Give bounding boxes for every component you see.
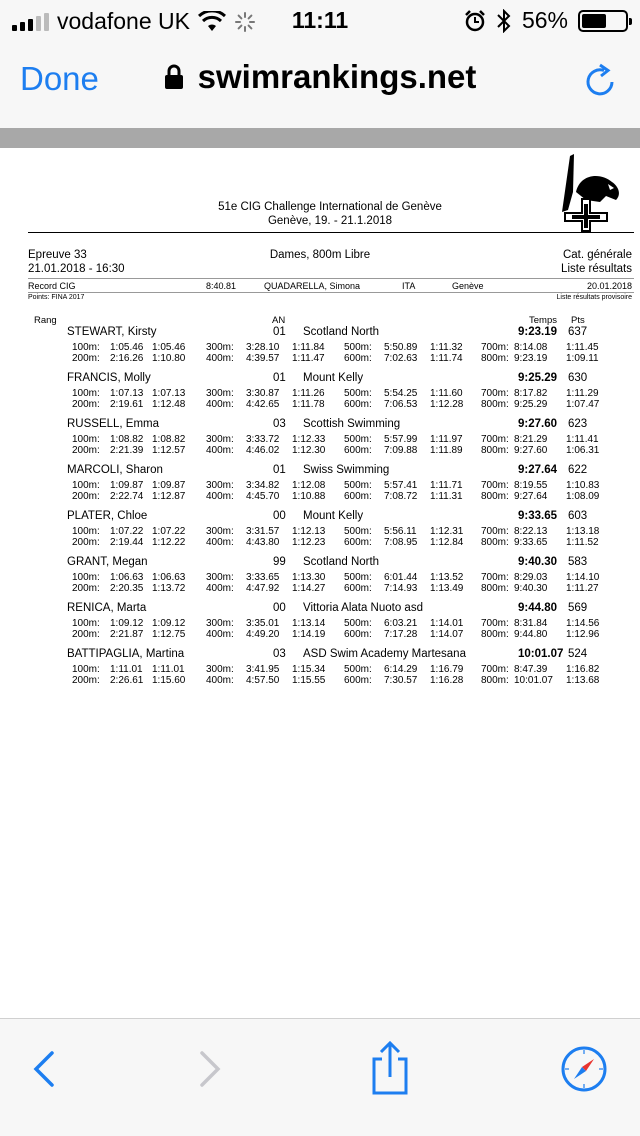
- split-distance: 200m:: [72, 583, 100, 594]
- split-lap-time: 1:11.41: [566, 434, 599, 445]
- split-cumulative-time: 8:47.39: [514, 664, 548, 675]
- split-lap-time: 1:15.34: [292, 664, 326, 675]
- birth-year: 01: [273, 326, 286, 338]
- split-lap-time: 1:11.52: [566, 537, 599, 548]
- final-time: 9:33.65: [518, 510, 558, 522]
- split-cumulative-time: 6:14.29: [384, 664, 418, 675]
- split-distance: 400m:: [206, 445, 234, 456]
- url-bar[interactable]: [0, 58, 640, 96]
- split-cumulative-time: 1:11.01: [110, 664, 143, 675]
- split-lap-time: 1:11.71: [430, 480, 463, 491]
- split-distance: 800m:: [481, 491, 509, 502]
- browser-nav-bar: [0, 40, 640, 128]
- split-cumulative-time: 4:43.80: [246, 537, 280, 548]
- split-lap-time: 1:16.28: [430, 675, 464, 686]
- split-distance: 800m:: [481, 399, 509, 410]
- split-lap-time: 1:12.57: [152, 445, 186, 456]
- result-row: [0, 418, 640, 464]
- split-cumulative-time: 7:06.53: [384, 399, 418, 410]
- split-distance: 100m:: [72, 664, 100, 675]
- event-title: 51e CIG Challenge International de Genève: [218, 201, 442, 213]
- split-cumulative-time: 9:23.19: [514, 353, 548, 364]
- split-lap-time: 1:09.12: [152, 618, 186, 629]
- results-document: [0, 148, 640, 1018]
- split-distance: 700m:: [481, 480, 509, 491]
- fina-points: 622: [568, 464, 588, 476]
- final-time: 9:44.80: [518, 602, 558, 614]
- club-name: ASD Swim Academy Martesana: [303, 648, 466, 660]
- split-distance: 300m:: [206, 434, 234, 445]
- cig-logo: [556, 152, 632, 232]
- split-lap-time: 1:12.84: [430, 537, 464, 548]
- split-cumulative-time: 8:19.55: [514, 480, 548, 491]
- split-cumulative-time: 2:22.74: [110, 491, 144, 502]
- split-lap-time: 1:13.30: [292, 572, 326, 583]
- birth-year: 03: [273, 648, 286, 660]
- split-cumulative-time: 2:19.61: [110, 399, 144, 410]
- split-lap-time: 1:12.33: [292, 434, 326, 445]
- split-cumulative-time: 2:26.61: [110, 675, 144, 686]
- bluetooth-icon: [496, 9, 512, 33]
- points-label: Points: FINA 2017: [28, 294, 85, 301]
- split-cumulative-time: 9:44.80: [514, 629, 548, 640]
- share-icon[interactable]: [368, 1041, 412, 1095]
- split-distance: 700m:: [481, 618, 509, 629]
- split-lap-time: 1:10.88: [292, 491, 326, 502]
- split-distance: 300m:: [206, 480, 234, 491]
- column-pts: Pts: [571, 315, 585, 326]
- event-datetime: 21.01.2018 - 16:30: [28, 263, 125, 275]
- split-lap-time: 1:14.07: [430, 629, 464, 640]
- split-lap-time: 1:11.26: [292, 388, 325, 399]
- split-lap-time: 1:11.84: [292, 342, 325, 353]
- fina-points: 637: [568, 326, 588, 338]
- final-time: 10:01.07: [518, 648, 564, 660]
- birth-year: 01: [273, 464, 286, 476]
- split-lap-time: 1:13.49: [430, 583, 464, 594]
- split-cumulative-time: 2:16.26: [110, 353, 144, 364]
- split-cumulative-time: 2:20.35: [110, 583, 144, 594]
- split-lap-time: 1:15.60: [152, 675, 186, 686]
- split-distance: 700m:: [481, 526, 509, 537]
- split-distance: 600m:: [344, 629, 372, 640]
- athlete-name: GRANT, Megan: [67, 556, 148, 568]
- split-lap-time: 1:13.52: [430, 572, 464, 583]
- split-distance: 100m:: [72, 342, 100, 353]
- split-lap-time: 1:13.72: [152, 583, 186, 594]
- split-cumulative-time: 2:21.39: [110, 445, 144, 456]
- record-label: Record CIG: [28, 281, 76, 291]
- split-distance: 800m:: [481, 629, 509, 640]
- split-cumulative-time: 3:30.87: [246, 388, 280, 399]
- split-lap-time: 1:14.19: [292, 629, 326, 640]
- split-lap-time: 1:11.47: [292, 353, 325, 364]
- split-cumulative-time: 8:17.82: [514, 388, 548, 399]
- split-cumulative-time: 3:33.65: [246, 572, 280, 583]
- split-distance: 700m:: [481, 572, 509, 583]
- info-rule: [28, 278, 634, 279]
- final-time: 9:23.19: [518, 326, 558, 338]
- split-cumulative-time: 1:07.13: [110, 388, 144, 399]
- split-distance: 100m:: [72, 618, 100, 629]
- split-distance: 200m:: [72, 629, 100, 640]
- lock-icon: [164, 64, 184, 90]
- split-cumulative-time: 1:06.63: [110, 572, 144, 583]
- split-distance: 800m:: [481, 537, 509, 548]
- split-lap-time: 1:12.75: [152, 629, 186, 640]
- split-cumulative-time: 9:33.65: [514, 537, 548, 548]
- split-lap-time: 1:12.30: [292, 445, 326, 456]
- record-holder: QUADARELLA, Simona: [264, 281, 361, 291]
- split-lap-time: 1:08.09: [566, 491, 600, 502]
- status-bar: [0, 0, 640, 40]
- club-name: Scottish Swimming: [303, 418, 401, 430]
- split-distance: 600m:: [344, 537, 372, 548]
- toolbar-divider: [0, 128, 640, 148]
- split-distance: 300m:: [206, 388, 234, 399]
- split-cumulative-time: 8:21.29: [514, 434, 548, 445]
- split-distance: 300m:: [206, 342, 234, 353]
- split-lap-time: 1:14.01: [430, 618, 464, 629]
- athlete-name: BATTIPAGLIA, Martina: [67, 648, 185, 660]
- split-cumulative-time: 5:56.11: [384, 526, 417, 537]
- split-cumulative-time: 5:50.89: [384, 342, 418, 353]
- split-distance: 400m:: [206, 629, 234, 640]
- split-lap-time: 1:11.78: [292, 399, 325, 410]
- split-cumulative-time: 9:27.64: [514, 491, 548, 502]
- split-distance: 600m:: [344, 353, 372, 364]
- record-nation: ITA: [402, 281, 416, 291]
- split-distance: 100m:: [72, 480, 100, 491]
- split-distance: 700m:: [481, 388, 509, 399]
- split-cumulative-time: 8:22.13: [514, 526, 548, 537]
- split-cumulative-time: 7:30.57: [384, 675, 418, 686]
- split-cumulative-time: 3:35.01: [246, 618, 280, 629]
- split-distance: 800m:: [481, 675, 509, 686]
- split-cumulative-time: 8:14.08: [514, 342, 548, 353]
- split-distance: 700m:: [481, 434, 509, 445]
- result-row: [0, 326, 640, 372]
- split-lap-time: 1:11.45: [566, 342, 599, 353]
- split-distance: 300m:: [206, 526, 234, 537]
- split-distance: 100m:: [72, 526, 100, 537]
- split-lap-time: 1:12.22: [152, 537, 186, 548]
- club-name: Scotland North: [303, 326, 380, 338]
- split-distance: 200m:: [72, 353, 100, 364]
- split-cumulative-time: 3:33.72: [246, 434, 280, 445]
- split-cumulative-time: 3:41.95: [246, 664, 280, 675]
- final-time: 9:27.60: [518, 418, 558, 430]
- fina-points: 603: [568, 510, 588, 522]
- split-distance: 200m:: [72, 399, 100, 410]
- split-lap-time: 1:06.63: [152, 572, 186, 583]
- split-lap-time: 1:12.31: [430, 526, 464, 537]
- split-cumulative-time: 7:02.63: [384, 353, 418, 364]
- final-time: 9:27.64: [518, 464, 558, 476]
- club-name: Vittoria Alata Nuoto asd: [303, 602, 423, 614]
- athlete-name: STEWART, Kirsty: [67, 326, 157, 338]
- result-row: [0, 556, 640, 602]
- split-lap-time: 1:11.60: [430, 388, 463, 399]
- split-cumulative-time: 1:05.46: [110, 342, 144, 353]
- split-distance: 400m:: [206, 399, 234, 410]
- split-distance: 300m:: [206, 664, 234, 675]
- split-lap-time: 1:12.08: [292, 480, 326, 491]
- url-text: swimrankings.net: [197, 58, 477, 95]
- compass-icon[interactable]: [560, 1045, 608, 1093]
- split-cumulative-time: 7:17.28: [384, 629, 418, 640]
- epreuve-label: Epreuve 33: [28, 249, 87, 261]
- split-lap-time: 1:12.13: [292, 526, 326, 537]
- split-lap-time: 1:12.87: [152, 491, 186, 502]
- split-distance: 400m:: [206, 491, 234, 502]
- split-distance: 800m:: [481, 583, 509, 594]
- header-rule: [28, 232, 634, 233]
- split-lap-time: 1:05.46: [152, 342, 186, 353]
- reload-icon[interactable]: [584, 62, 618, 98]
- split-lap-time: 1:08.82: [152, 434, 186, 445]
- carrier-label: vodafone UK: [57, 8, 190, 34]
- clock: 11:11: [291, 7, 349, 33]
- split-cumulative-time: 8:29.03: [514, 572, 548, 583]
- split-distance: 600m:: [344, 675, 372, 686]
- split-lap-time: 1:11.29: [566, 388, 599, 399]
- split-distance: 100m:: [72, 434, 100, 445]
- race-title: Dames, 800m Libre: [269, 249, 371, 261]
- split-cumulative-time: 2:21.87: [110, 629, 144, 640]
- split-distance: 300m:: [206, 572, 234, 583]
- split-cumulative-time: 2:19.44: [110, 537, 144, 548]
- split-cumulative-time: 3:34.82: [246, 480, 280, 491]
- split-distance: 400m:: [206, 583, 234, 594]
- result-row: [0, 372, 640, 418]
- split-lap-time: 1:12.96: [566, 629, 600, 640]
- split-cumulative-time: 5:54.25: [384, 388, 418, 399]
- split-cumulative-time: 7:14.93: [384, 583, 418, 594]
- split-cumulative-time: 4:47.92: [246, 583, 280, 594]
- forward-icon[interactable]: [196, 1049, 224, 1089]
- split-distance: 100m:: [72, 572, 100, 583]
- split-lap-time: 1:11.27: [566, 583, 599, 594]
- final-time: 9:40.30: [518, 556, 558, 568]
- split-cumulative-time: 3:28.10: [246, 342, 280, 353]
- split-lap-time: 1:07.47: [566, 399, 600, 410]
- fina-points: 623: [568, 418, 588, 430]
- split-lap-time: 1:11.31: [430, 491, 463, 502]
- athlete-name: FRANCIS, Molly: [67, 372, 151, 384]
- column-temps: Temps: [529, 315, 557, 326]
- split-cumulative-time: 1:09.12: [110, 618, 144, 629]
- split-lap-time: 1:12.23: [292, 537, 326, 548]
- split-lap-time: 1:13.14: [292, 618, 326, 629]
- split-distance: 200m:: [72, 675, 100, 686]
- split-distance: 200m:: [72, 491, 100, 502]
- category-label: Cat. générale: [562, 249, 632, 261]
- club-name: Swiss Swimming: [303, 464, 390, 476]
- athlete-name: RUSSELL, Emma: [67, 418, 160, 430]
- fina-points: 569: [568, 602, 588, 614]
- birth-year: 99: [273, 556, 286, 568]
- result-row: [0, 510, 640, 556]
- split-lap-time: 1:09.11: [566, 353, 599, 364]
- split-cumulative-time: 3:31.57: [246, 526, 280, 537]
- split-cumulative-time: 8:31.84: [514, 618, 548, 629]
- split-cumulative-time: 10:01.07: [514, 675, 553, 686]
- split-distance: 700m:: [481, 664, 509, 675]
- result-row: [0, 602, 640, 648]
- split-lap-time: 1:11.01: [152, 664, 185, 675]
- split-distance: 500m:: [344, 342, 372, 353]
- column-rang: Rang: [34, 315, 57, 326]
- split-lap-time: 1:10.83: [566, 480, 600, 491]
- split-cumulative-time: 4:39.57: [246, 353, 280, 364]
- result-row: [0, 648, 640, 694]
- split-cumulative-time: 7:08.72: [384, 491, 418, 502]
- split-distance: 600m:: [344, 445, 372, 456]
- athlete-name: PLATER, Chloe: [67, 510, 148, 522]
- split-cumulative-time: 4:45.70: [246, 491, 280, 502]
- split-cumulative-time: 7:09.88: [384, 445, 418, 456]
- split-lap-time: 1:14.56: [566, 618, 600, 629]
- split-lap-time: 1:07.22: [152, 526, 186, 537]
- list-type-label: Liste résultats: [561, 263, 632, 275]
- fina-points: 630: [568, 372, 588, 384]
- event-header: [150, 200, 510, 228]
- split-cumulative-time: 7:08.95: [384, 537, 418, 548]
- split-lap-time: 1:12.28: [430, 399, 464, 410]
- split-cumulative-time: 1:08.82: [110, 434, 144, 445]
- split-distance: 600m:: [344, 491, 372, 502]
- athlete-name: MARCOLI, Sharon: [67, 464, 163, 476]
- split-distance: 400m:: [206, 537, 234, 548]
- split-distance: 500m:: [344, 388, 372, 399]
- record-rule: [28, 292, 634, 293]
- split-cumulative-time: 6:03.21: [384, 618, 418, 629]
- split-distance: 300m:: [206, 618, 234, 629]
- split-distance: 500m:: [344, 618, 372, 629]
- split-lap-time: 1:14.10: [566, 572, 600, 583]
- split-cumulative-time: 6:01.44: [384, 572, 418, 583]
- birth-year: 00: [273, 510, 286, 522]
- split-lap-time: 1:13.18: [566, 526, 600, 537]
- split-distance: 100m:: [72, 388, 100, 399]
- split-distance: 500m:: [344, 526, 372, 537]
- split-lap-time: 1:11.89: [430, 445, 463, 456]
- split-lap-time: 1:16.82: [566, 664, 600, 675]
- split-cumulative-time: 1:07.22: [110, 526, 144, 537]
- result-row: [0, 464, 640, 510]
- split-distance: 800m:: [481, 353, 509, 364]
- split-cumulative-time: 9:25.29: [514, 399, 548, 410]
- record-time: 8:40.81: [206, 281, 237, 291]
- done-button[interactable]: Done: [20, 60, 99, 97]
- split-lap-time: 1:07.13: [152, 388, 186, 399]
- birth-year: 01: [273, 372, 286, 384]
- split-lap-time: 1:11.32: [430, 342, 463, 353]
- split-cumulative-time: 5:57.41: [384, 480, 418, 491]
- split-distance: 500m:: [344, 434, 372, 445]
- split-lap-time: 1:06.31: [566, 445, 600, 456]
- split-lap-time: 1:15.55: [292, 675, 326, 686]
- split-distance: 800m:: [481, 445, 509, 456]
- battery-icon: [578, 10, 628, 32]
- split-cumulative-time: 4:42.65: [246, 399, 280, 410]
- column-an: AN: [272, 315, 286, 326]
- split-cumulative-time: 4:57.50: [246, 675, 280, 686]
- split-distance: 500m:: [344, 664, 372, 675]
- browser-toolbar: [0, 1018, 640, 1136]
- split-lap-time: 1:10.80: [152, 353, 186, 364]
- club-name: Mount Kelly: [303, 510, 364, 522]
- record-place: Genève: [452, 281, 484, 291]
- split-lap-time: 1:13.68: [566, 675, 600, 686]
- split-distance: 200m:: [72, 537, 100, 548]
- athlete-name: RENICA, Marta: [67, 602, 147, 614]
- split-distance: 400m:: [206, 675, 234, 686]
- split-distance: 500m:: [344, 572, 372, 583]
- back-icon[interactable]: [30, 1049, 58, 1089]
- split-lap-time: 1:12.48: [152, 399, 186, 410]
- event-dates: Genève, 19. - 21.1.2018: [267, 215, 393, 227]
- fina-points: 524: [568, 648, 588, 660]
- split-lap-time: 1:09.87: [152, 480, 186, 491]
- split-cumulative-time: 1:09.87: [110, 480, 144, 491]
- split-cumulative-time: 5:57.99: [384, 434, 418, 445]
- split-distance: 600m:: [344, 583, 372, 594]
- split-lap-time: 1:11.97: [430, 434, 463, 445]
- split-distance: 700m:: [481, 342, 509, 353]
- split-cumulative-time: 9:40.30: [514, 583, 548, 594]
- split-distance: 500m:: [344, 480, 372, 491]
- provisional-label: Liste résultats provisoire: [556, 294, 632, 301]
- final-time: 9:25.29: [518, 372, 558, 384]
- split-lap-time: 1:14.27: [292, 583, 326, 594]
- birth-year: 00: [273, 602, 286, 614]
- fina-points: 583: [568, 556, 588, 568]
- battery-percent: 56%: [521, 7, 568, 33]
- split-distance: 600m:: [344, 399, 372, 410]
- club-name: Mount Kelly: [303, 372, 364, 384]
- split-cumulative-time: 4:46.02: [246, 445, 280, 456]
- split-cumulative-time: 4:49.20: [246, 629, 280, 640]
- split-lap-time: 1:11.74: [430, 353, 463, 364]
- birth-year: 03: [273, 418, 286, 430]
- split-distance: 400m:: [206, 353, 234, 364]
- split-lap-time: 1:16.79: [430, 664, 464, 675]
- record-date: 20.01.2018: [586, 281, 632, 291]
- split-distance: 200m:: [72, 445, 100, 456]
- alarm-icon: [464, 10, 486, 32]
- club-name: Scotland North: [303, 556, 380, 568]
- split-cumulative-time: 9:27.60: [514, 445, 548, 456]
